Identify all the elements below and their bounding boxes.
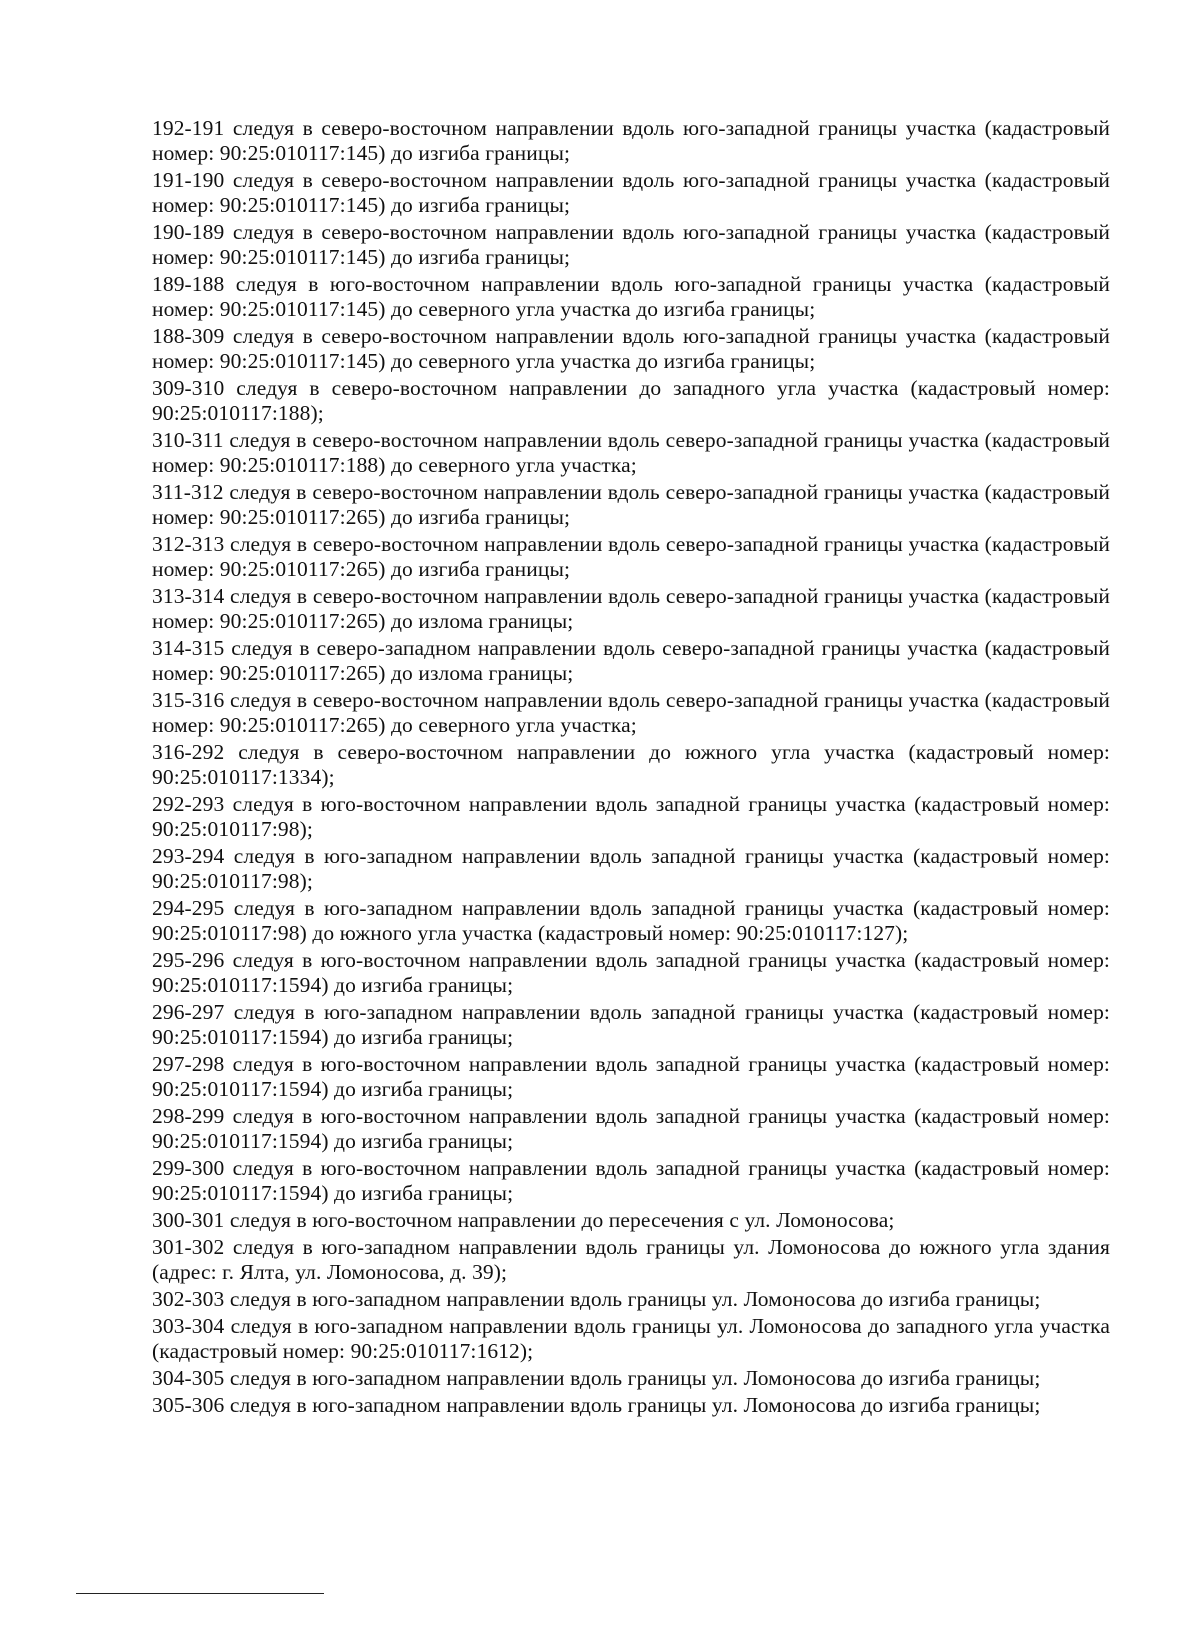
boundary-segment-paragraph: 298-299 следуя в юго-восточном направлении вдоль западной границы участка (кадастровый номер: 90:25:010117:1594) до изгиба границы;: [152, 1104, 1110, 1153]
boundary-segment-paragraph: 191-190 следуя в северо-восточном направлении вдоль юго-западной границы участка (кадастровый номер: 90:25:010117:145) до изгиба границы;: [152, 168, 1110, 217]
boundary-segment-paragraph: 190-189 следуя в северо-восточном направлении вдоль юго-западной границы участка (кадастровый номер: 90:25:010117:145) до изгиба границы;: [152, 220, 1110, 269]
boundary-segment-paragraph: 315-316 следуя в северо-восточном направлении вдоль северо-западной границы участка (кадастровый номер: 90:25:010117:265) до северного угла участка;: [152, 688, 1110, 737]
boundary-segment-paragraph: 313-314 следуя в северо-восточном направлении вдоль северо-западной границы участка (кадастровый номер: 90:25:010117:265) до излома границы;: [152, 584, 1110, 633]
boundary-segment-paragraph: 192-191 следуя в северо-восточном направлении вдоль юго-западной границы участка (кадастровый номер: 90:25:010117:145) до изгиба границы;: [152, 116, 1110, 165]
boundary-segment-paragraph: 311-312 следуя в северо-восточном направлении вдоль северо-западной границы участка (кадастровый номер: 90:25:010117:265) до изгиба границы;: [152, 480, 1110, 529]
boundary-segment-paragraph: 295-296 следуя в юго-восточном направлении вдоль западной границы участка (кадастровый номер: 90:25:010117:1594) до изгиба границы;: [152, 948, 1110, 997]
boundary-segment-paragraph: 316-292 следуя в северо-восточном направлении до южного угла участка (кадастровый номер: 90:25:010117:1334);: [152, 740, 1110, 789]
boundary-segment-paragraph: 304-305 следуя в юго-западном направлении вдоль границы ул. Ломоносова до изгиба границы;: [152, 1366, 1041, 1390]
boundary-segment-paragraph: 300-301 следуя в юго-восточном направлении до пересечения с ул. Ломоносова;: [152, 1208, 895, 1232]
boundary-segment-paragraph: 294-295 следуя в юго-западном направлении вдоль западной границы участка (кадастровый номер: 90:25:010117:98) до южного угла участка (кадастровый номер: 90:25:010117:127);: [152, 896, 1110, 945]
boundary-segment-paragraph: 301-302 следуя в юго-западном направлении вдоль границы ул. Ломоносова до южного угла здания (адрес: г. Ялта, ул. Ломоносова, д. 39);: [152, 1235, 1110, 1284]
boundary-segment-paragraph: 299-300 следуя в юго-восточном направлении вдоль западной границы участка (кадастровый номер: 90:25:010117:1594) до изгиба границы;: [152, 1156, 1110, 1205]
footnote-separator-line: [76, 1593, 324, 1594]
boundary-segment-paragraph: 302-303 следуя в юго-западном направлении вдоль границы ул. Ломоносова до изгиба границы;: [152, 1287, 1041, 1311]
boundary-segment-paragraph: 309-310 следуя в северо-восточном направлении до западного угла участка (кадастровый номер: 90:25:010117:188);: [152, 376, 1110, 425]
document-body: [152, 116, 1110, 1420]
boundary-segment-paragraph: 303-304 следуя в юго-западном направлении вдоль границы ул. Ломоносова до западного угла участка (кадастровый номер: 90:25:010117:1612);: [152, 1314, 1110, 1363]
boundary-segment-paragraph: 305-306 следуя в юго-западном направлении вдоль границы ул. Ломоносова до изгиба границы;: [152, 1393, 1041, 1417]
boundary-segment-paragraph: 292-293 следуя в юго-восточном направлении вдоль западной границы участка (кадастровый номер: 90:25:010117:98);: [152, 792, 1110, 841]
boundary-segment-paragraph: 296-297 следуя в юго-западном направлении вдоль западной границы участка (кадастровый номер: 90:25:010117:1594) до изгиба границы;: [152, 1000, 1110, 1049]
boundary-segment-paragraph: 310-311 следуя в северо-восточном направлении вдоль северо-западной границы участка (кадастровый номер: 90:25:010117:188) до северного угла участка;: [152, 428, 1110, 477]
boundary-segment-paragraph: 314-315 следуя в северо-западном направлении вдоль северо-западной границы участка (кадастровый номер: 90:25:010117:265) до излома границы;: [152, 636, 1110, 685]
boundary-segment-paragraph: 188-309 следуя в северо-восточном направлении вдоль юго-западной границы участка (кадастровый номер: 90:25:010117:145) до северного угла участка до изгиба границы;: [152, 324, 1110, 373]
boundary-segment-paragraph: 293-294 следуя в юго-западном направлении вдоль западной границы участка (кадастровый номер: 90:25:010117:98);: [152, 844, 1110, 893]
boundary-segment-paragraph: 189-188 следуя в юго-восточном направлении вдоль юго-западной границы участка (кадастровый номер: 90:25:010117:145) до северного угла участка до изгиба границы;: [152, 272, 1110, 321]
boundary-segment-paragraph: 297-298 следуя в юго-восточном направлении вдоль западной границы участка (кадастровый номер: 90:25:010117:1594) до изгиба границы;: [152, 1052, 1110, 1101]
boundary-segment-paragraph: 312-313 следуя в северо-восточном направлении вдоль северо-западной границы участка (кадастровый номер: 90:25:010117:265) до изгиба границы;: [152, 532, 1110, 581]
